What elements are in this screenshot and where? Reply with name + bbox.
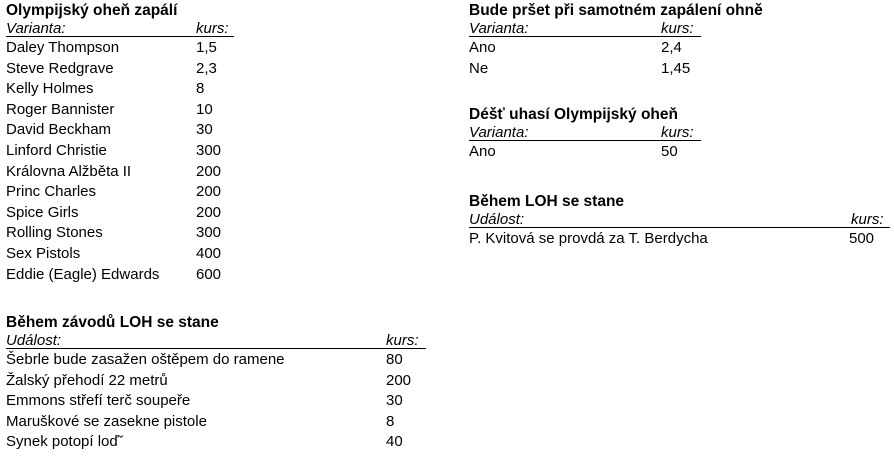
col-header-odds: kurs:	[386, 332, 419, 349]
header-underline	[6, 348, 426, 349]
row-odds: 50	[661, 143, 678, 160]
table-row	[6, 120, 213, 141]
row-odds: 200	[196, 183, 222, 201]
section-title: Během LOH se stane	[469, 193, 625, 210]
table-row	[6, 371, 412, 392]
table-row	[469, 229, 875, 250]
table-row	[6, 391, 403, 412]
row-label: Eddie (Eagle) Edwards	[6, 265, 160, 283]
table-row	[6, 100, 213, 121]
col-header-variant: Varianta:	[469, 124, 529, 141]
col-header-variant: Varianta:	[6, 20, 66, 37]
row-odds: 30	[196, 121, 213, 139]
row-odds: 2,4	[661, 39, 682, 56]
section-title: Olympijský oheň zapálí	[6, 2, 178, 19]
row-odds: 1,45	[661, 59, 691, 77]
section-title: Déšť uhasí Olympijský oheň	[469, 106, 678, 123]
table-header	[469, 211, 884, 229]
row-label: Ano	[469, 143, 496, 160]
table-row	[6, 59, 217, 80]
row-label: David Beckham	[6, 121, 112, 139]
table-header	[6, 332, 419, 350]
col-header-variant: Varianta:	[469, 20, 529, 37]
col-header-odds: kurs:	[851, 211, 884, 228]
row-odds: 8	[386, 412, 395, 430]
row-odds: 30	[386, 392, 403, 410]
table-header	[469, 124, 694, 142]
section-title: Během závodů LOH se stane	[6, 314, 219, 331]
table-header	[6, 20, 229, 38]
section-title: Bude pršet při samotném zapálení ohně	[469, 2, 763, 19]
table-row	[6, 203, 222, 224]
row-label: Žalský přehodí 22 metrů	[6, 371, 168, 389]
row-label: Spice Girls	[6, 203, 79, 221]
row-label: P. Kvitová se provdá za T. Berdycha	[469, 230, 708, 247]
row-label: Královna Alžběta II	[6, 162, 132, 180]
row-label: Steve Redgrave	[6, 59, 114, 77]
section-during-olympics	[469, 192, 884, 250]
row-label: Šebrle bude zasažen oštěpem do ramene	[6, 351, 285, 368]
table-row	[6, 223, 222, 244]
row-odds: 8	[196, 80, 205, 98]
row-odds: 10	[196, 100, 213, 118]
table-row	[469, 142, 678, 163]
row-label: Rolling Stones	[6, 224, 103, 242]
row-odds: 200	[196, 162, 222, 180]
row-label: Roger Bannister	[6, 100, 115, 118]
header-underline	[469, 227, 890, 228]
row-label: Ne	[469, 59, 489, 77]
row-odds: 500	[849, 230, 875, 247]
row-odds: 200	[196, 203, 222, 221]
table-row	[6, 162, 222, 183]
table-row	[6, 265, 222, 286]
row-label: Maruškové se zasekne pistole	[6, 412, 207, 430]
col-header-event: Událost:	[469, 211, 525, 228]
row-odds: 600	[196, 265, 222, 283]
col-header-odds: kurs:	[661, 20, 694, 37]
table-row	[6, 432, 403, 453]
row-odds: 80	[386, 351, 403, 368]
row-odds: 1,5	[196, 39, 217, 56]
col-header-odds: kurs:	[661, 124, 694, 141]
row-odds: 200	[386, 371, 412, 389]
table-header	[469, 21, 763, 38]
table-row	[6, 38, 217, 59]
table-row	[6, 182, 222, 203]
row-odds: 300	[196, 224, 222, 242]
section-torch-lighter	[6, 1, 229, 285]
row-label: Sex Pistols	[6, 244, 81, 262]
section-rain-extinguishes	[469, 105, 694, 163]
row-odds: 400	[196, 244, 222, 262]
row-label: Linford Christie	[6, 141, 107, 159]
table-row	[6, 141, 222, 162]
row-label: Synek potopí loďˇ	[6, 433, 124, 451]
table-row	[6, 79, 205, 100]
row-odds: 300	[196, 141, 222, 159]
table-row	[6, 350, 403, 371]
row-label: Ano	[469, 39, 496, 56]
row-label: Princ Charles	[6, 183, 97, 201]
table-row	[469, 38, 763, 59]
table-row	[6, 244, 222, 265]
row-odds: 2,3	[196, 59, 217, 77]
col-header-odds: kurs:	[196, 20, 229, 37]
row-label: Emmons střefí terč soupeře	[6, 392, 191, 410]
section-rain-at-lighting	[469, 1, 763, 79]
section-during-races	[6, 313, 419, 453]
col-header-event: Událost:	[6, 332, 62, 349]
row-odds: 40	[386, 433, 403, 451]
table-row	[469, 59, 763, 80]
row-label: Daley Thompson	[6, 39, 120, 56]
row-label: Kelly Holmes	[6, 80, 94, 98]
table-row	[6, 412, 395, 433]
